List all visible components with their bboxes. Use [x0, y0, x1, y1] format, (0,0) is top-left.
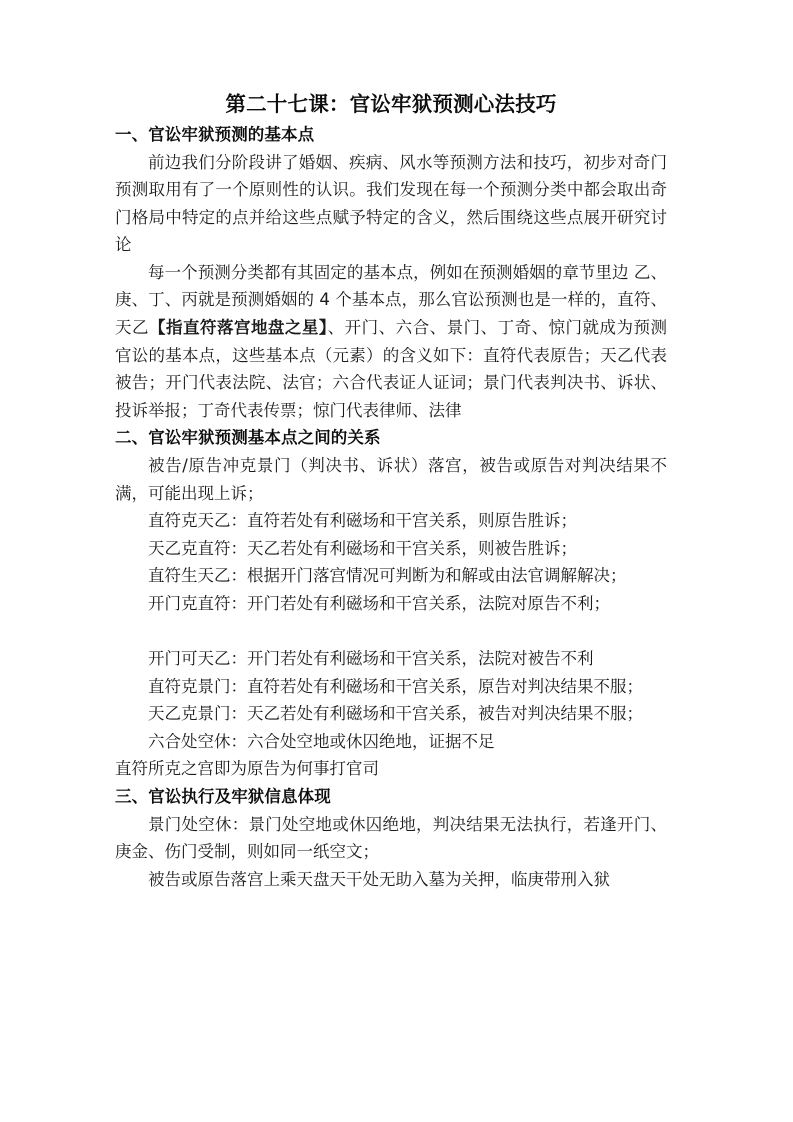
section-2-line-2: 直符克天乙：直符若处有利磁场和干宫关系，则原告胜诉； [148, 511, 577, 531]
section-heading-1: 一、官讼牢狱预测的基本点 [115, 125, 315, 144]
document-body [115, 90, 667, 893]
section-1-paragraph-1: 前边我们分阶段讲了婚姻、疾病、风水等预测方法和技巧，初步对奇门预测取用有了一个原则性的认识。我们发现在每一个预测分类中都会取出奇门格局中特定的点并给这些点赋予特定的含义，然后围绕这些点展开研究讨论 [115, 152, 667, 255]
section-2-line-4: 直符生天乙：根据开门落宫情况可判断为和解或由法官调解解决； [148, 566, 627, 586]
section-heading-3: 三、官讼执行及牢狱信息体现 [115, 787, 331, 807]
section-3-line-2: 被告或原告落宫上乘天盘天干处无助入墓为关押，临庚带刑入狱 [148, 869, 610, 889]
section-3-line-1: 景门处空休：景门处空地或休囚绝地，判决结果无法执行，若逢开门、庚金、伤门受制，则如同一纸空文； [115, 814, 667, 862]
section-1-paragraph-2-part-a: 每一个预测分类都有其固定的基本点，例如在预测婚姻的章节里边 乙、庚、丁、丙就是预测婚姻的 4 个基本点，那么官讼预测也是一样的，直符、天乙 [115, 262, 667, 338]
section-heading-2: 二、官讼牢狱预测基本点之间的关系 [115, 428, 381, 448]
section-2-trailing-line: 直符所克之宫即为原告为何事打官司 [115, 759, 379, 779]
section-1-emphasis-note: 【指直符落宫地盘之星】 [148, 318, 328, 338]
section-2-line-9: 六合处空休：六合处空地或休囚绝地，证据不足 [148, 731, 495, 751]
section-2-line-3: 天乙克直符：天乙若处有利磁场和干宫关系，则被告胜诉； [148, 538, 577, 558]
section-2-line-5: 开门克直符：开门若处有利磁场和干宫关系，法院对原告不利； [148, 593, 610, 613]
paragraph-spacer [115, 618, 667, 646]
section-1-paragraph-2-part-b: 、开门、六合、景门、丁奇、惊门就成为预测官讼的基本点，这些基本点（元素）的含义如下：直符代表原告；天乙代表被告；开门代表法院、法官；六合代表证人证词；景门代表判决书、诉状、投诉举报；丁奇代表传票；惊门代表律师、法律 [115, 318, 668, 420]
section-2-line-1: 被告/原告冲克景门（判决书、诉状）落宫，被告或原告对判决结果不满，可能出现上诉； [115, 455, 667, 503]
section-2-line-6: 开门可天乙：开门若处有利磁场和干宫关系，法院对被告不利 [148, 649, 594, 669]
page-title: 第二十七课：官讼牢狱预测心法技巧 [225, 92, 557, 116]
section-1-paragraph-2 [115, 259, 667, 425]
section-2-line-8: 天乙克景门：天乙若处有利磁场和干宫关系，被告对判决结果不服； [148, 704, 643, 724]
section-2-line-7: 直符克景门：直符若处有利磁场和干宫关系，原告对判决结果不服； [148, 676, 643, 696]
